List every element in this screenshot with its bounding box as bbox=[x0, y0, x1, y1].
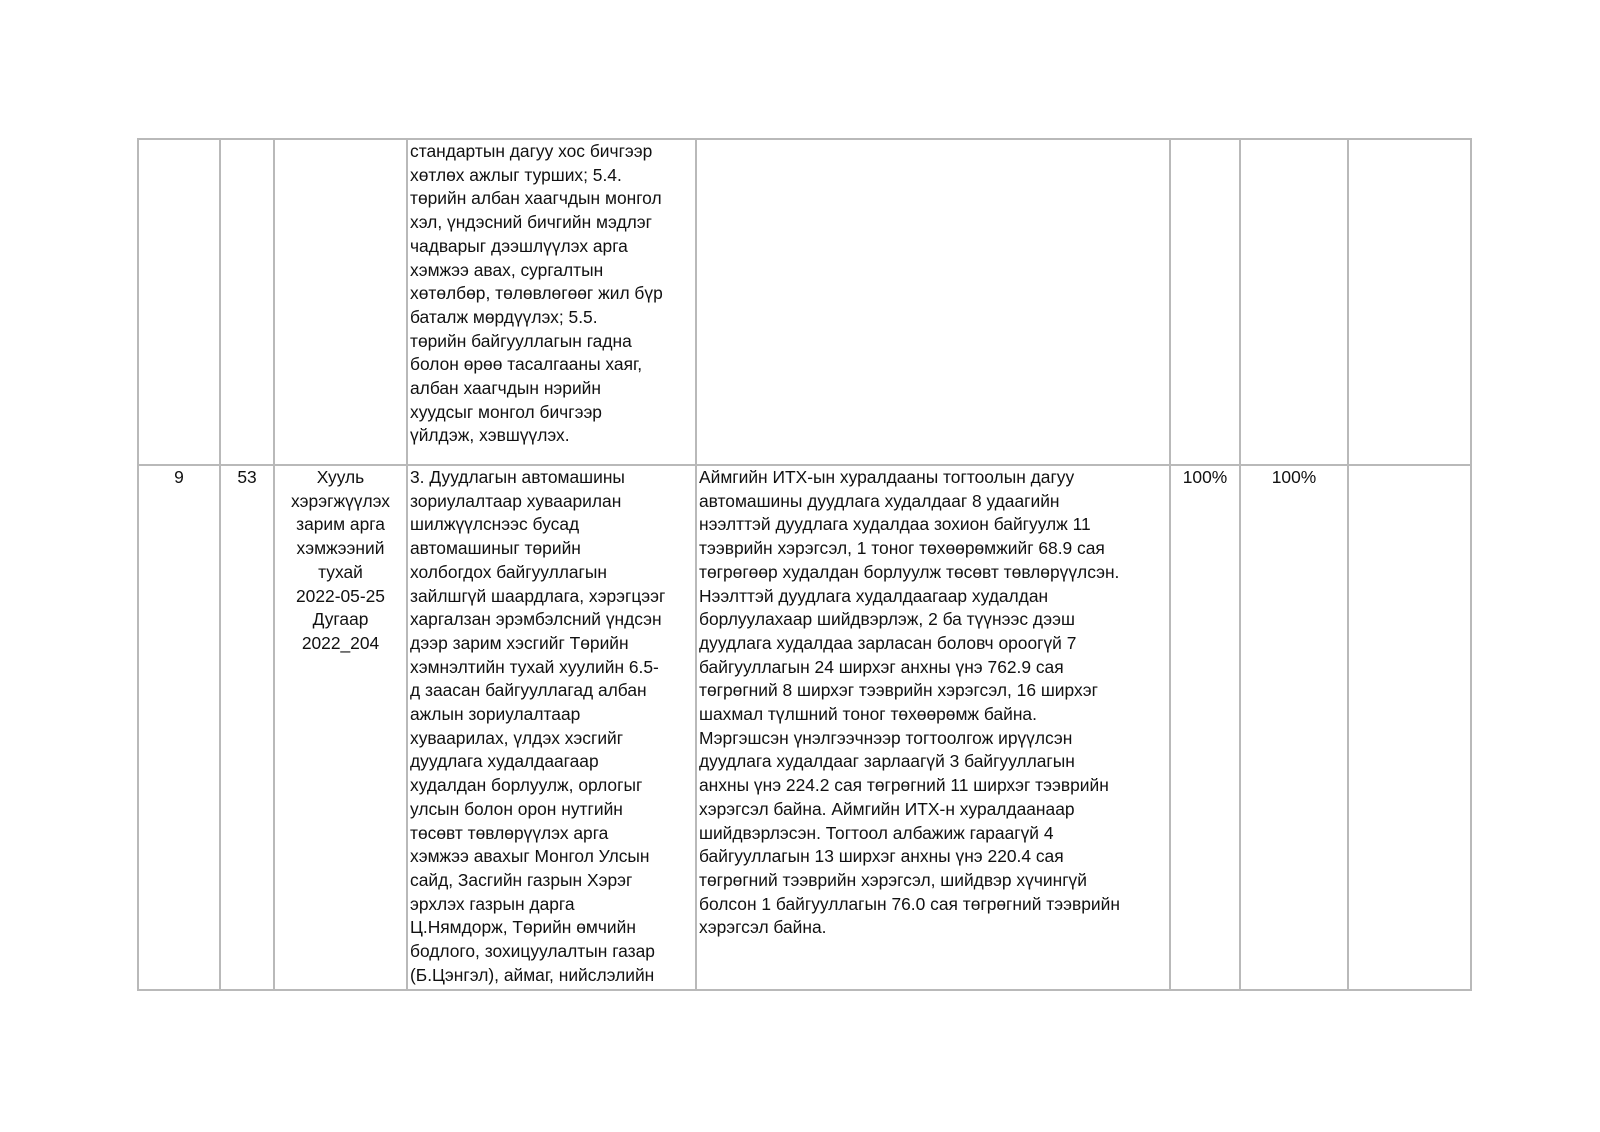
number-cell bbox=[138, 465, 220, 990]
percent-a-cell bbox=[1170, 465, 1240, 990]
measure-cell bbox=[407, 465, 696, 990]
table-row bbox=[138, 139, 1471, 465]
document-title: Хууль хэрэгжүүлэх зарим арга хэмжээний тухай 2022-05-25 Дугаар 2022_204 bbox=[290, 467, 390, 653]
measure-text: стандартын дагуу хос бичгээр хөтлөх ажлыг турших; 5.4. төрийн албан хаагчдын монгол хэл, үндэсний бичгийн мэдлэг чадварыг дээшлүүлэх арга хэмжээ авах, сургалтын хөтөлбөр, төлөвлөгөөг жил бүр баталж мөрдүүлэх; 5.5. төрийн байгууллагын гадна болон өрөө тасалгааны хаяг, албан хаагчдын нэрийн хуудсыг монгол бичгээр үйлдэж, хэвшүүлэх. bbox=[410, 141, 663, 446]
report-table bbox=[137, 138, 1472, 991]
implementation-cell bbox=[696, 139, 1170, 465]
implementation-text: Аймгийн ИТХ-ын хуралдааны тогтоолын дагуу автомашины дуудлага худалдааг 8 удаагийн нээлттэй дуудлага худалдаа зохион байгуулж 11 тээврийн хэрэгсэл, 1 тоног төхөөрөмжийг 68.9 сая төгрөгөөр худалдан борлуулж төсөвт төвлөрүүлсэн. Нээлттэй дуудлага худалдаагаар худалдан борлуулахаар шийдвэрлэж, 2 ба түүнээс дээш дуудлага худалдаа зарласан боловч ороогүй 7 байгууллагын 24 ширхэг анхны үнэ 762.9 сая төгрөгний 8 ширхэг тээврийн хэрэгсэл, 16 ширхэг шахмал түлшний тоног төхөөрөмж байна. Мэргэшсэн үнэлгээчнээр тогтоолгож ирүүлсэн дуудлага худалдааг зарлаагүй 3 байгууллагын анхны үнэ 224.2 сая төгрөгний 11 ширхэг тээврийн хэрэгсэл байна. Аймгийн ИТХ-н хуралдаанаар шийдвэрлэсэн. Тогтоол албажиж гараагүй 4 байгууллагын 13 ширхэг анхны үнэ 220.4 сая төгрөгний тээврийн хэрэгсэл, шийдвэр хүчингүй болсон 1 байгууллагын 76.0 сая төгрөгний тээврийн хэрэгсэл байна. bbox=[699, 467, 1120, 938]
implementation-cell bbox=[696, 465, 1170, 990]
document-title-cell bbox=[274, 139, 407, 465]
document-title-cell bbox=[274, 465, 407, 990]
percent-a-cell bbox=[1170, 139, 1240, 465]
percent-b: 100% bbox=[1271, 467, 1317, 487]
measure-text: 3. Дуудлагын автомашины зориулалтаар хуваарилан шилжүүлснээс бусад автомашиныг төрийн холбогдох байгууллагын зайлшгүй шаардлага, хэрэгцээг харгалзан эрэмбэлсний үндсэн дээр зарим хэсгийг Төрийн хэмнэлтийн тухай хуулийн 6.5- д заасан байгууллагад албан ажлын зориулалтаар хуваарилах, үлдэх хэсгийг дуудлага худалдаагаар худалдан борлуулж, орлогыг улсын болон орон нутгийн төсөвт төвлөрүүлэх арга хэмжээ авахыг Монгол Улсын сайд, Засгийн газрын Хэрэг эрхлэх газрын дарга Ц.Нямдорж, Төрийн өмчийн бодлого, зохицуулалтын газар (Б.Цэнгэл), аймаг, нийслэлийн bbox=[410, 467, 666, 985]
row-number: 9 bbox=[174, 467, 184, 487]
sub-number-cell bbox=[220, 465, 274, 990]
percent-a: 100% bbox=[1182, 467, 1228, 487]
row-sub-number: 53 bbox=[237, 467, 257, 487]
sub-number-cell bbox=[220, 139, 274, 465]
measure-cell bbox=[407, 139, 696, 465]
percent-b-cell bbox=[1240, 139, 1348, 465]
percent-b-cell bbox=[1240, 465, 1348, 990]
table-row bbox=[138, 465, 1471, 990]
number-cell bbox=[138, 139, 220, 465]
notes-cell bbox=[1348, 139, 1471, 465]
notes-cell bbox=[1348, 465, 1471, 990]
